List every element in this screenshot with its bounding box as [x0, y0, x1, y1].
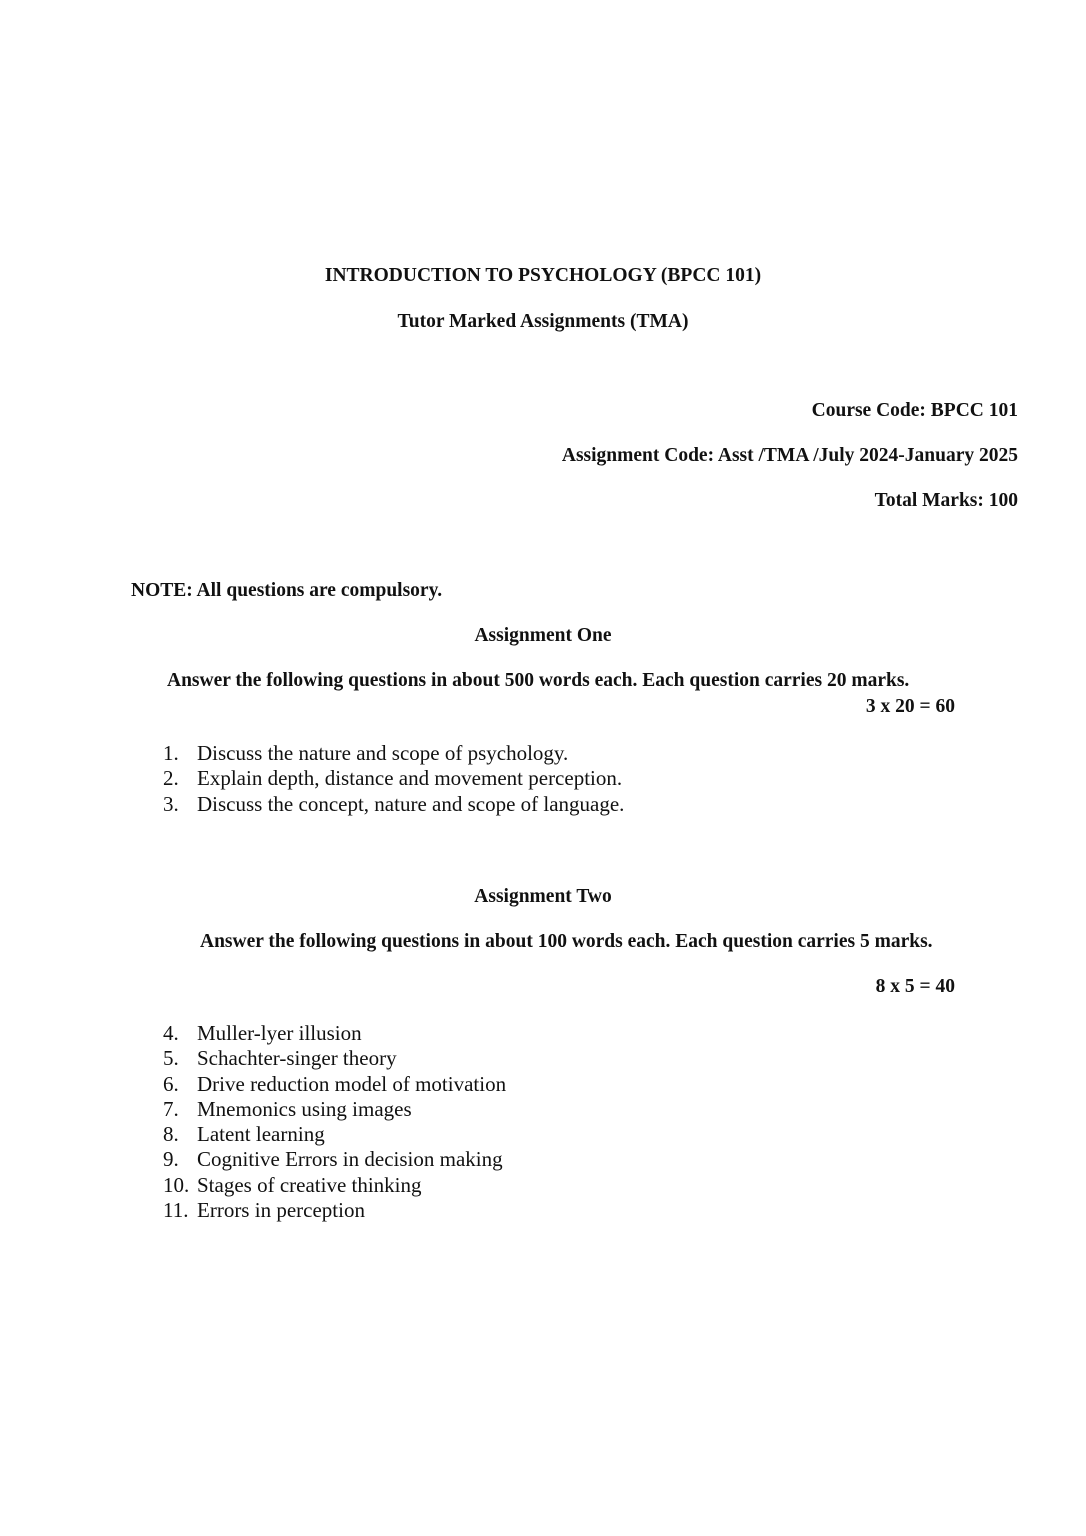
assignment-two-heading: Assignment Two	[474, 886, 612, 907]
question-number: 7.	[163, 1096, 179, 1121]
question-item	[163, 1198, 506, 1223]
assignment-one-instruction: Answer the following questions in about 500 words each. Each question carries 20 marks.	[167, 670, 910, 691]
question-text: Cognitive Errors in decision making	[197, 1147, 503, 1172]
question-text: Discuss the concept, nature and scope of language.	[197, 791, 625, 816]
question-number: 9.	[163, 1147, 179, 1172]
assignment-one-marks: 3 x 20 = 60	[865, 696, 955, 717]
assignment-two-questions	[163, 1021, 506, 1223]
question-item	[163, 1173, 506, 1198]
question-item	[163, 741, 624, 766]
question-number: 1.	[163, 741, 179, 765]
question-text: Mnemonics using images	[197, 1096, 412, 1121]
question-number: 8.	[163, 1122, 179, 1147]
assignment-two-marks: 8 x 5 = 40	[875, 976, 955, 997]
question-number: 4.	[163, 1021, 179, 1045]
document-title: INTRODUCTION TO PSYCHOLOGY (BPCC 101)	[324, 265, 762, 286]
question-number: 11.	[163, 1198, 189, 1223]
question-number: 10.	[163, 1172, 190, 1197]
assignment-code: Assignment Code: Asst /TMA /July 2024-January 2025	[561, 445, 1018, 466]
question-item	[163, 1122, 506, 1147]
note: NOTE: All questions are compulsory.	[131, 580, 443, 601]
total-marks: Total Marks: 100	[874, 490, 1018, 511]
question-item	[163, 1147, 506, 1172]
question-item	[163, 766, 624, 791]
question-item	[163, 1021, 506, 1046]
assignment-one-questions	[163, 741, 624, 817]
assignment-one-heading: Assignment One	[474, 625, 612, 646]
assignment-two-instruction: Answer the following questions in about 100 words each. Each question carries 5 marks.	[200, 931, 933, 952]
question-text: Discuss the nature and scope of psychology.	[197, 741, 569, 765]
question-number: 5.	[163, 1046, 179, 1071]
question-item	[163, 1072, 506, 1097]
question-number: 6.	[163, 1071, 179, 1096]
question-text: Explain depth, distance and movement perception.	[197, 766, 623, 791]
question-item	[163, 792, 624, 817]
question-item	[163, 1046, 506, 1071]
document-subtitle: Tutor Marked Assignments (TMA)	[397, 311, 689, 332]
question-item	[163, 1097, 506, 1122]
question-text: Stages of creative thinking	[197, 1172, 422, 1197]
question-text: Drive reduction model of motivation	[197, 1071, 507, 1096]
question-text: Muller-lyer illusion	[197, 1021, 362, 1045]
question-number: 2.	[163, 766, 179, 791]
question-text: Errors in perception	[197, 1198, 365, 1223]
course-code: Course Code: BPCC 101	[811, 400, 1018, 421]
question-text: Schachter-singer theory	[197, 1046, 397, 1071]
question-text: Latent learning	[197, 1122, 325, 1147]
question-number: 3.	[163, 791, 179, 816]
